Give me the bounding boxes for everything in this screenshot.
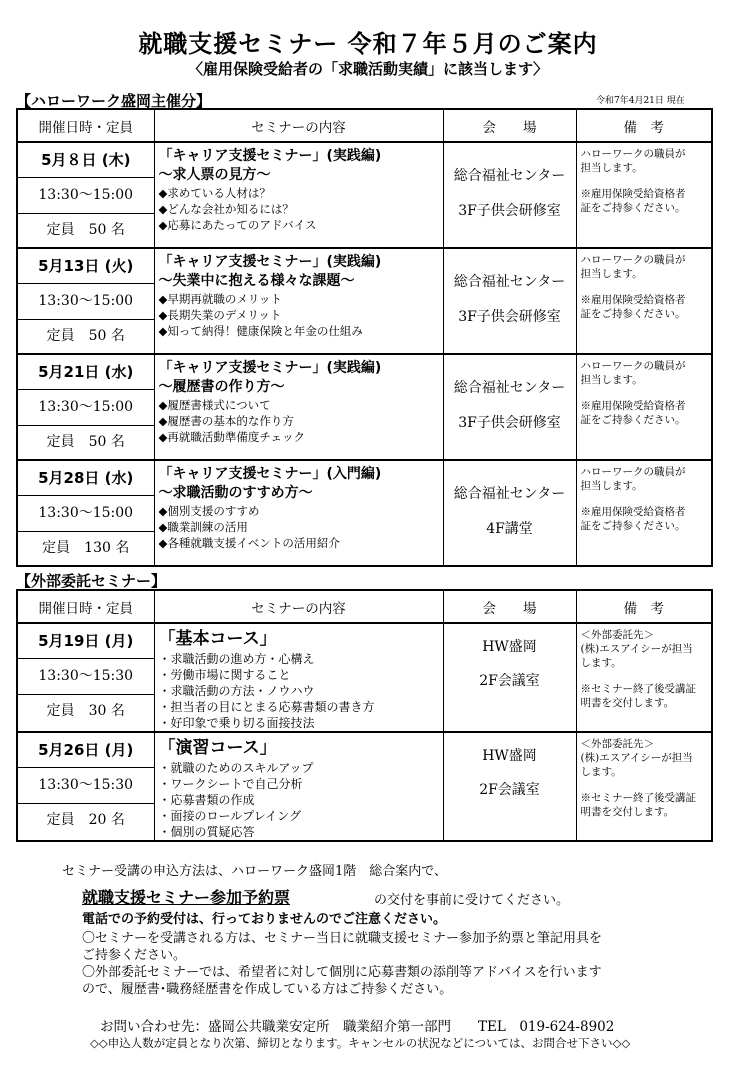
- venue-room: 2F会議室: [479, 782, 540, 798]
- note-line: ＜外部委託先＞: [580, 629, 654, 641]
- note-spacer: [581, 387, 710, 399]
- contact-info: お問い合わせ先：盛岡公共職業安定所 職業紹介第一部門 TEL 019-624-8902: [100, 1019, 615, 1035]
- venue-name: 総合福祉センター: [453, 168, 566, 184]
- venue-cell: [443, 623, 576, 732]
- note-line: ※雇用保険受給資格者: [580, 188, 686, 200]
- venue-name: 総合福祉センター: [453, 274, 566, 290]
- note2-line1: 〇外部委託セミナーでは、希望者に対して個別に応募書類の添削等アドバイスを行います: [82, 965, 602, 980]
- header-notes: 備 考: [576, 590, 712, 623]
- note-line: 証をご持参ください。: [580, 414, 686, 426]
- seminar-topic: ・個別の質疑応答: [158, 825, 255, 839]
- venue-name: 総合福祉センター: [453, 486, 566, 502]
- venue-room: 4F講堂: [486, 521, 533, 537]
- note-spacer: [581, 175, 710, 187]
- phone-notice: 電話での予約受付は、行っておりませんのでご注意ください。: [82, 912, 447, 927]
- seminar-topic: ◆履歴書様式について: [158, 398, 271, 412]
- seminar-row: [17, 732, 712, 841]
- note-line: 明書を交付します。: [580, 806, 675, 818]
- venue-cell: [443, 460, 576, 566]
- seminar-time: 13:30〜15:00: [18, 390, 154, 426]
- seminar-subtitle: 〜失業中に抱える様々な課題〜: [158, 273, 355, 289]
- seminar-capacity: 定員 20 名: [46, 812, 125, 828]
- note-spacer: [581, 779, 710, 791]
- section1-heading: 【ハローワーク盛岡主催分】: [16, 92, 212, 110]
- note-line: します。: [580, 766, 622, 778]
- note-line: 担当します。: [580, 374, 643, 386]
- seminar-date: 5月28日 (水): [18, 461, 154, 496]
- note-line: 担当します。: [580, 162, 643, 174]
- note-line: ※雇用保険受給資格者: [580, 506, 686, 518]
- seminar-topic: ◆職業訓練の活用: [158, 520, 248, 534]
- seminar-row: [17, 142, 712, 248]
- seminar-topic: ・好印象で乗り切る面接技法: [158, 716, 315, 730]
- seminar-capacity: 定員 130 名: [42, 540, 130, 556]
- seminar-title: 「キャリア支援セミナー」(実践編): [158, 148, 382, 164]
- seminar-topic: ・就職のためのスキルアップ: [158, 761, 314, 775]
- venue-room: 3F子供会研修室: [458, 203, 561, 219]
- seminar-topic: ◆どんな会社か知るには？: [158, 202, 294, 216]
- note1-line2: ご持参ください。: [82, 948, 187, 963]
- seminar-title: 「基本コース」: [158, 629, 277, 649]
- note-line: ＜外部委託先＞: [580, 738, 654, 750]
- seminar-capacity: 定員 30 名: [46, 703, 125, 719]
- header-venue: 会 場: [443, 109, 576, 142]
- note-spacer: [581, 493, 710, 505]
- seminar-topic: ◆個別支援のすすめ: [158, 504, 260, 518]
- seminar-time: 13:30〜15:00: [18, 178, 154, 214]
- venue-room: 2F会議室: [479, 673, 540, 689]
- note-line: ハローワークの職員が: [580, 466, 686, 478]
- notes-cell: [576, 354, 712, 460]
- content-cell: [154, 142, 443, 248]
- seminar-row: [17, 248, 712, 354]
- note-line: ※雇用保険受給資格者: [580, 294, 686, 306]
- seminar-topic: ◆求めている人材は？: [158, 186, 271, 200]
- header-date: 開催日時・定員: [17, 109, 154, 142]
- table-header-row: [17, 109, 712, 142]
- reservation-ticket-label: 就職支援セミナー参加予約票: [82, 888, 291, 907]
- note-line: ※セミナー終了後受講証: [580, 683, 696, 695]
- seminar-date: 5月８日 (木): [18, 143, 154, 178]
- outsourced-seminar-table: [16, 589, 713, 842]
- venue-cell: [443, 248, 576, 354]
- seminar-topic: ・面接のロールプレイング: [158, 809, 301, 823]
- seminar-date: 5月19日 (月): [18, 624, 154, 659]
- venue-cell: [443, 732, 576, 841]
- table-header-row: [17, 590, 712, 623]
- seminar-capacity: 定員 50 名: [46, 434, 125, 450]
- note-line: (株)エスアイシーが担当: [580, 643, 693, 655]
- apply-method-text: セミナー受講の申込方法は、ハローワーク盛岡1階 総合案内で、: [62, 864, 448, 879]
- seminar-topic: ◆応募にあたってのアドバイス: [158, 218, 317, 232]
- notes-cell: [576, 732, 712, 841]
- date-cell: [17, 732, 154, 841]
- venue-name: HW盛岡: [482, 639, 537, 655]
- seminar-title: 「演習コース」: [158, 738, 277, 758]
- seminar-title: 「キャリア支援セミナー」(入門編): [158, 466, 382, 482]
- hw-seminar-table: [16, 108, 713, 567]
- content-cell: [154, 354, 443, 460]
- seminar-topic: ◆長期失業のデメリット: [158, 308, 282, 322]
- seminar-topic: ・求職活動の方法・ノウハウ: [158, 684, 315, 698]
- content-cell: [154, 248, 443, 354]
- seminar-subtitle: 〜求人票の見方〜: [158, 167, 271, 183]
- notes-cell: [576, 460, 712, 566]
- note-line: 証をご持参ください。: [580, 202, 686, 214]
- seminar-topic: ◆履歴書の基本的な作り方: [158, 414, 294, 428]
- date-cell: [17, 460, 154, 566]
- closing-notice: ◇◇申込人数が定員となり次第、締切となります。キャンセルの状況などについては、お問合せ下さい◇◇: [90, 1036, 631, 1050]
- venue-name: HW盛岡: [482, 748, 537, 764]
- note-line: ハローワークの職員が: [580, 254, 686, 266]
- note-line: ハローワークの職員が: [580, 148, 686, 160]
- seminar-capacity: 定員 50 名: [46, 222, 125, 238]
- seminar-topic: ・ワークシートで自己分析: [158, 777, 303, 791]
- note-line: 担当します。: [580, 268, 643, 280]
- note-spacer: [581, 670, 710, 682]
- seminar-time: 13:30〜15:00: [18, 284, 154, 320]
- header-date: 開催日時・定員: [17, 590, 154, 623]
- seminar-topic: ◆再就職活動準備度チェック: [158, 430, 305, 444]
- seminar-row: [17, 354, 712, 460]
- seminar-date: 5月26日 (月): [18, 733, 154, 768]
- seminar-topic: ◆知って納得！健康保険と年金の仕組み: [158, 324, 363, 338]
- seminar-time: 13:30〜15:30: [18, 659, 154, 695]
- note-line: 証をご持参ください。: [580, 520, 686, 532]
- seminar-topic: ◆各種就職支援イベントの活用紹介: [158, 536, 340, 550]
- note-line: 担当します。: [580, 480, 643, 492]
- venue-name: 総合福祉センター: [453, 380, 566, 396]
- page-subtitle: 〈雇用保険受給者の「求職活動実績」に該当します〉: [187, 60, 548, 78]
- note-line: (株)エスアイシーが担当: [580, 752, 693, 764]
- as-of-date: 令和7年4月21日 現在: [596, 96, 685, 106]
- venue-cell: [443, 142, 576, 248]
- notes-cell: [576, 248, 712, 354]
- seminar-date: 5月13日 (火): [18, 249, 154, 284]
- seminar-topic: ◆早期再就職のメリット: [158, 292, 282, 306]
- seminar-topic: ・労働市場に関すること: [158, 668, 291, 682]
- note-line: ※セミナー終了後受講証: [580, 792, 696, 804]
- section2-heading: 【外部委託セミナー】: [16, 572, 167, 590]
- ticket-instruction: の交付を事前に受けてください。: [374, 893, 570, 908]
- note-line: ※雇用保険受給資格者: [580, 400, 686, 412]
- venue-room: 3F子供会研修室: [458, 309, 561, 325]
- content-cell: [154, 732, 443, 841]
- seminar-subtitle: 〜求職活動のすすめ方〜: [158, 485, 313, 501]
- date-cell: [17, 623, 154, 732]
- venue-cell: [443, 354, 576, 460]
- seminar-title: 「キャリア支援セミナー」(実践編): [158, 360, 382, 376]
- note-line: 証をご持参ください。: [580, 308, 686, 320]
- page-title: 就職支援セミナー 令和７年５月のご案内: [138, 30, 598, 58]
- date-cell: [17, 248, 154, 354]
- seminar-row: [17, 460, 712, 566]
- notes-cell: [576, 623, 712, 732]
- seminar-capacity: 定員 50 名: [46, 328, 125, 344]
- seminar-row: [17, 623, 712, 732]
- content-cell: [154, 460, 443, 566]
- note1-line1: 〇セミナーを受講される方は、セミナー当日に就職支援セミナー参加予約票と筆記用具を: [82, 931, 603, 946]
- date-cell: [17, 142, 154, 248]
- header-content: セミナーの内容: [154, 590, 443, 623]
- content-cell: [154, 623, 443, 732]
- note-spacer: [581, 281, 710, 293]
- seminar-topic: ・担当者の目にとまる応募書類の書き方: [158, 700, 375, 714]
- note-line: 明書を交付します。: [580, 697, 675, 709]
- header-notes: 備 考: [576, 109, 712, 142]
- seminar-subtitle: 〜履歴書の作り方〜: [158, 379, 285, 395]
- note2-line2: ので、履歴書･職務経歴書を作成している方はご持参ください。: [82, 982, 453, 997]
- seminar-time: 13:30〜15:30: [18, 768, 154, 804]
- seminar-topic: ・求職活動の進め方・心構え: [158, 652, 315, 666]
- notes-cell: [576, 142, 712, 248]
- note-line: します。: [580, 657, 622, 669]
- seminar-date: 5月21日 (水): [18, 355, 154, 390]
- header-content: セミナーの内容: [154, 109, 443, 142]
- seminar-title: 「キャリア支援セミナー」(実践編): [158, 254, 382, 270]
- seminar-topic: ・応募書類の作成: [158, 793, 255, 807]
- header-venue: 会 場: [443, 590, 576, 623]
- seminar-time: 13:30〜15:00: [18, 496, 154, 532]
- venue-room: 3F子供会研修室: [458, 415, 561, 431]
- date-cell: [17, 354, 154, 460]
- note-line: ハローワークの職員が: [580, 360, 686, 372]
